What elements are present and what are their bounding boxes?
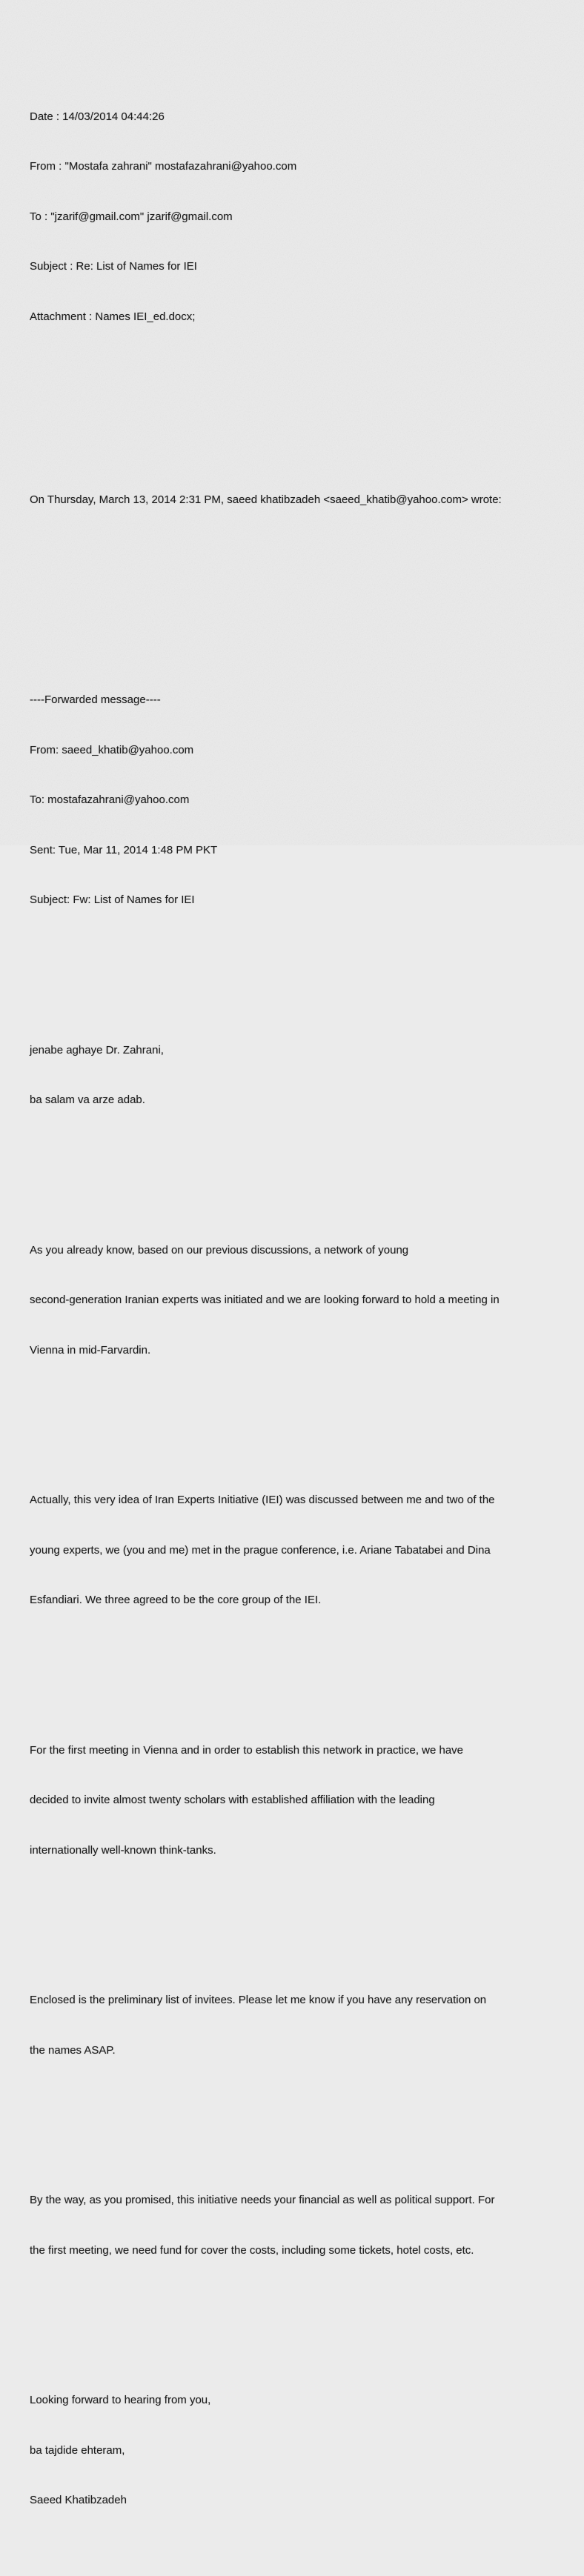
- forwarded-message-header: [30, 659, 562, 942]
- body-line: Esfandiari. We three agreed to be the core group of the IEI.: [30, 1594, 322, 1606]
- header-from-line: From : "Mostafa zahrani" mostafazahrani@yahoo.com: [30, 160, 297, 173]
- body-line: Vienna in mid-Farvardin.: [30, 1343, 151, 1357]
- closing-signature-block: [30, 2359, 562, 2543]
- forwarded-separator: ----Forwarded message----: [30, 693, 161, 706]
- body-line: second-generation Iranian experts was initiated and we are looking forward to hold a meeting in: [30, 1294, 500, 1306]
- body-line: the first meeting, we need fund for cover the costs, including some tickets, hotel costs, etc.: [30, 2243, 474, 2257]
- header-attachment-line: Attachment : Names IEI_ed.docx;: [30, 310, 196, 323]
- forwarded-from-line: From: saeed_khatib@yahoo.com: [30, 743, 194, 756]
- closing-line: ba tajdide ehteram,: [30, 2443, 125, 2457]
- body-line: the names ASAP.: [30, 2043, 116, 2057]
- header-subject-line: Subject : Re: List of Names for IEI: [30, 260, 197, 273]
- header-to-line: To : "jzarif@gmail.com" jzarif@gmail.com: [30, 210, 233, 223]
- body-line: decided to invite almost twenty scholars with established affiliation with the leading: [30, 1794, 435, 1806]
- body-line: As you already know, based on our previous discussions, a network of young: [30, 1243, 409, 1257]
- forwarded-subject-line: Subject: Fw: List of Names for IEI: [30, 893, 195, 906]
- email-header: [30, 76, 562, 359]
- reply-intro-line: [30, 459, 562, 542]
- greeting-line: jenabe aghaye Dr. Zahrani,: [30, 1043, 164, 1056]
- reply-intro-text: On Thursday, March 13, 2014 2:31 PM, saeed khatibzadeh <saeed_khatib@yahoo.com> wrote:: [30, 493, 502, 506]
- body-paragraph-5: [30, 2159, 562, 2292]
- signature-name: Saeed Khatibzadeh: [30, 2494, 127, 2506]
- forwarded-sent-line: Sent: Tue, Mar 11, 2014 1:48 PM PKT: [30, 843, 218, 856]
- body-paragraph-3: [30, 1709, 562, 1893]
- body-paragraph-1: [30, 1209, 562, 1393]
- body-line: Actually, this very idea of Iran Experts Initiative (IEI) was discussed between me and two of the: [30, 1494, 495, 1506]
- body-line: For the first meeting in Vienna and in order to establish this network in practice, we have: [30, 1743, 464, 1757]
- body-paragraph-4: [30, 1959, 562, 2092]
- body-line: internationally well-known think-tanks.: [30, 1843, 216, 1857]
- body-line: young experts, we (you and me) met in the prague conference, i.e. Ariane Tabatabei and Dina: [30, 1543, 491, 1557]
- header-date-line: Date : 14/03/2014 04:44:26: [30, 110, 165, 123]
- greeting-line: ba salam va arze adab.: [30, 1094, 145, 1106]
- body-line: By the way, as you promised, this initiative needs your financial as well as political support. For: [30, 2194, 495, 2206]
- greeting: [30, 1009, 562, 1142]
- closing-line: Looking forward to hearing from you,: [30, 2394, 211, 2406]
- body-paragraph-2: [30, 1459, 562, 1643]
- body-line: Enclosed is the preliminary list of invitees. Please let me know if you have any reservation on: [30, 1994, 487, 2006]
- forwarded-to-line: To: mostafazahrani@yahoo.com: [30, 793, 190, 806]
